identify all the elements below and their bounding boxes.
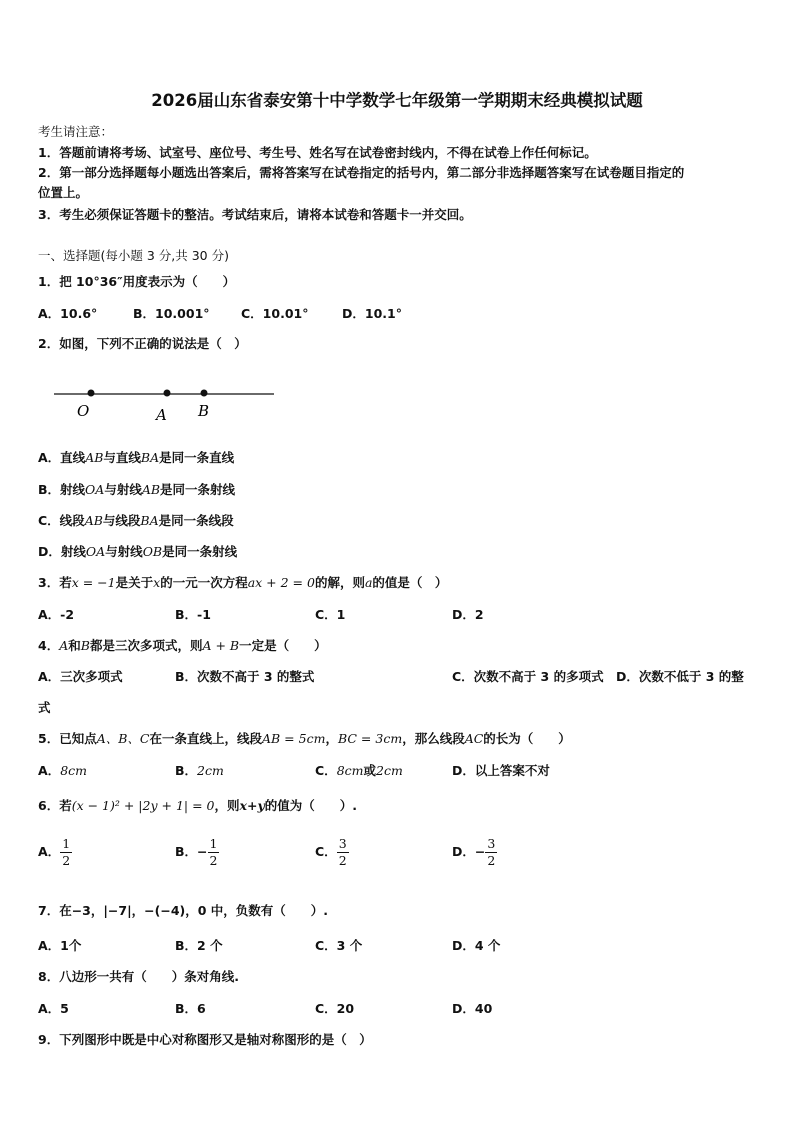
question-stem: 8．八边形一共有（ ）条对角线. [38,969,239,984]
question-stem [38,729,571,747]
option-a: A．三次多项式 [38,669,123,684]
stem-text: 4． [38,638,60,653]
option-d: D．4 个 [452,938,501,953]
option-text: A．直线 [38,450,86,465]
option-c: C．次数不高于 3 的多项式 [452,669,604,684]
stem-text: ， [325,731,338,746]
math: BA [140,513,159,528]
option-text: 与射线 [105,544,143,559]
question-stem: 2．如图，下列不正确的说法是（ ） [38,336,247,351]
math: ax + 2 = 0 [247,575,315,590]
option-c: C．1 [315,607,346,622]
math: OA [85,482,105,497]
section-heading: 一、选择题(每小题 3 分,共 30 分) [38,248,229,263]
option-text: 是同一条射线 [160,482,236,497]
option-c [315,761,403,779]
question-stem: 1．把 10°36″用度表示为（ ） [38,274,236,289]
numerator: 3 [338,836,347,851]
point-b [201,390,208,397]
fraction [208,836,220,869]
fraction [485,836,497,869]
option-d: D．次数不低于 3 的整 [616,669,744,684]
numerator: 1 [62,836,71,851]
label-b: B [198,402,210,420]
option-d: D．40 [452,1001,493,1016]
stem-text: 一定是（ ） [239,638,327,653]
math: a [364,575,373,590]
option-text: 与射线 [104,482,142,497]
point-o [88,390,95,397]
option-label: D． [452,844,475,859]
option-b: B．次数不高于 3 的整式 [175,669,315,684]
option-text: C．线段 [38,513,85,528]
option-label: A． [38,844,61,859]
option-label: A． [38,763,61,778]
stem-text: 5．已知点 [38,731,97,746]
stem-text: 的解，则 [314,575,365,590]
math: x+y [239,798,265,813]
fraction [60,836,72,869]
option-b: B．6 [175,1001,206,1016]
stem-text: 的一元一次方程 [160,575,248,590]
math: A [59,638,69,653]
sign: − [474,844,486,859]
option-c [315,836,349,869]
math: BA [140,450,160,465]
math: 8cm [60,763,87,778]
option-b: B．10.001° [133,306,210,321]
option-c: C．3 个 [315,938,363,953]
notice-heading: 考生请注意： [38,124,114,139]
option-a: A．5 [38,1001,69,1016]
question-stem: 9．下列图形中既是中心对称图形又是轴对称图形的是（ ） [38,1032,372,1047]
math: OA [85,544,106,559]
option-d [38,542,237,560]
option-text: B．射线 [38,482,86,497]
sign: − [197,844,208,859]
math: (x − 1)² + |2y + 1| = 0 [71,798,215,813]
option-a [38,448,234,466]
stem-text: 都是三次多项式，则 [89,638,203,653]
option-c: C．10.01° [241,306,309,321]
notice-item: 1．答题前请将考场、试室号、座位号、考生号、姓名写在试卷密封线内，不得在试卷上作任何标记。 [38,145,597,160]
option-label: B． [175,763,198,778]
option-d [452,761,550,779]
stem-text: ，那么线段 [402,731,465,746]
option-d [452,836,497,869]
option-a: A．-2 [38,607,75,622]
math: A、B、C [96,731,150,746]
option-a [38,836,72,869]
numerator: 1 [209,836,218,851]
stem-text: 的值为（ ）. [264,798,357,813]
line-figure [50,380,280,428]
option-c [38,511,234,529]
math: AB = 5cm [262,731,326,746]
notice-item: 2．第一部分选择题每小题选出答案后，需将答案写在试卷指定的括号内，第二部分非选择题答案写在试卷题目指定的 [38,165,685,180]
stem-text: ，则 [214,798,240,813]
notice-item: 位置上。 [38,185,89,200]
notice-item: 3．考生必须保证答题卡的整洁。考试结束后，请将本试卷和答题卡一并交回。 [38,207,472,222]
option-b: B．-1 [175,607,211,622]
stem-text: 3．若 [38,575,72,590]
option-label: B． [175,844,198,859]
option-text: 与线段 [102,513,141,528]
question-stem [38,796,357,814]
denominator: 2 [62,853,71,868]
math: x = −1 [71,575,116,590]
option-a [38,761,87,779]
option-text: 与直线 [103,450,141,465]
option-d-wrap: 式 [38,700,51,715]
page-title: 2026届山东省泰安第十中学数学七年级第一学期期末经典模拟试题 [151,91,643,110]
math: AB [141,482,161,497]
point-a [164,390,171,397]
option-d: D．10.1° [342,306,402,321]
stem-text: 在一条直线上，线段 [149,731,262,746]
math: OB [142,544,163,559]
stem-text: 是关于 [115,575,154,590]
stem-text: 和 [68,638,81,653]
stem-text: 6．若 [38,798,72,813]
option-label: D． [452,763,475,778]
question-stem: 7．在−3，|−7|，−(−4)，0 中，负数有（ ）. [38,903,329,918]
math: BC = 3cm [337,731,403,746]
label-o: O [77,402,90,420]
label-a: A [156,406,167,424]
denominator: 2 [338,853,347,868]
option-text: 是同一条线段 [158,513,234,528]
option-text: 是同一条射线 [162,544,238,559]
fraction [337,836,349,869]
option-c: C．20 [315,1001,355,1016]
option-label: C． [315,844,337,859]
option-text: 是同一条直线 [159,450,235,465]
option-text: D．射线 [38,544,86,559]
math: x [153,575,161,590]
numerator: 3 [487,836,496,851]
option-a: A．10.6° [38,306,98,321]
option-text: 或 [363,763,377,778]
denominator: 2 [487,853,496,868]
stem-text: 的值是（ ） [372,575,448,590]
stem-text: 的长为（ ） [483,731,571,746]
option-b [175,836,219,869]
question-stem [38,636,327,654]
option-label: C． [315,763,337,778]
math: B [80,638,90,653]
option-b [38,480,235,498]
math: AC [464,731,484,746]
option-b [175,761,224,779]
math: AB [85,450,104,465]
math: 8cm [336,763,364,778]
math: A + B [202,638,240,653]
option-b: B．2 个 [175,938,223,953]
option-text: 以上答案不对 [474,763,550,778]
denominator: 2 [209,853,218,868]
math: AB [84,513,103,528]
math: 2cm [197,763,224,778]
option-a: A．1个 [38,938,82,953]
question-stem [38,573,447,591]
math: 2cm [376,763,403,778]
option-d: D．2 [452,607,484,622]
